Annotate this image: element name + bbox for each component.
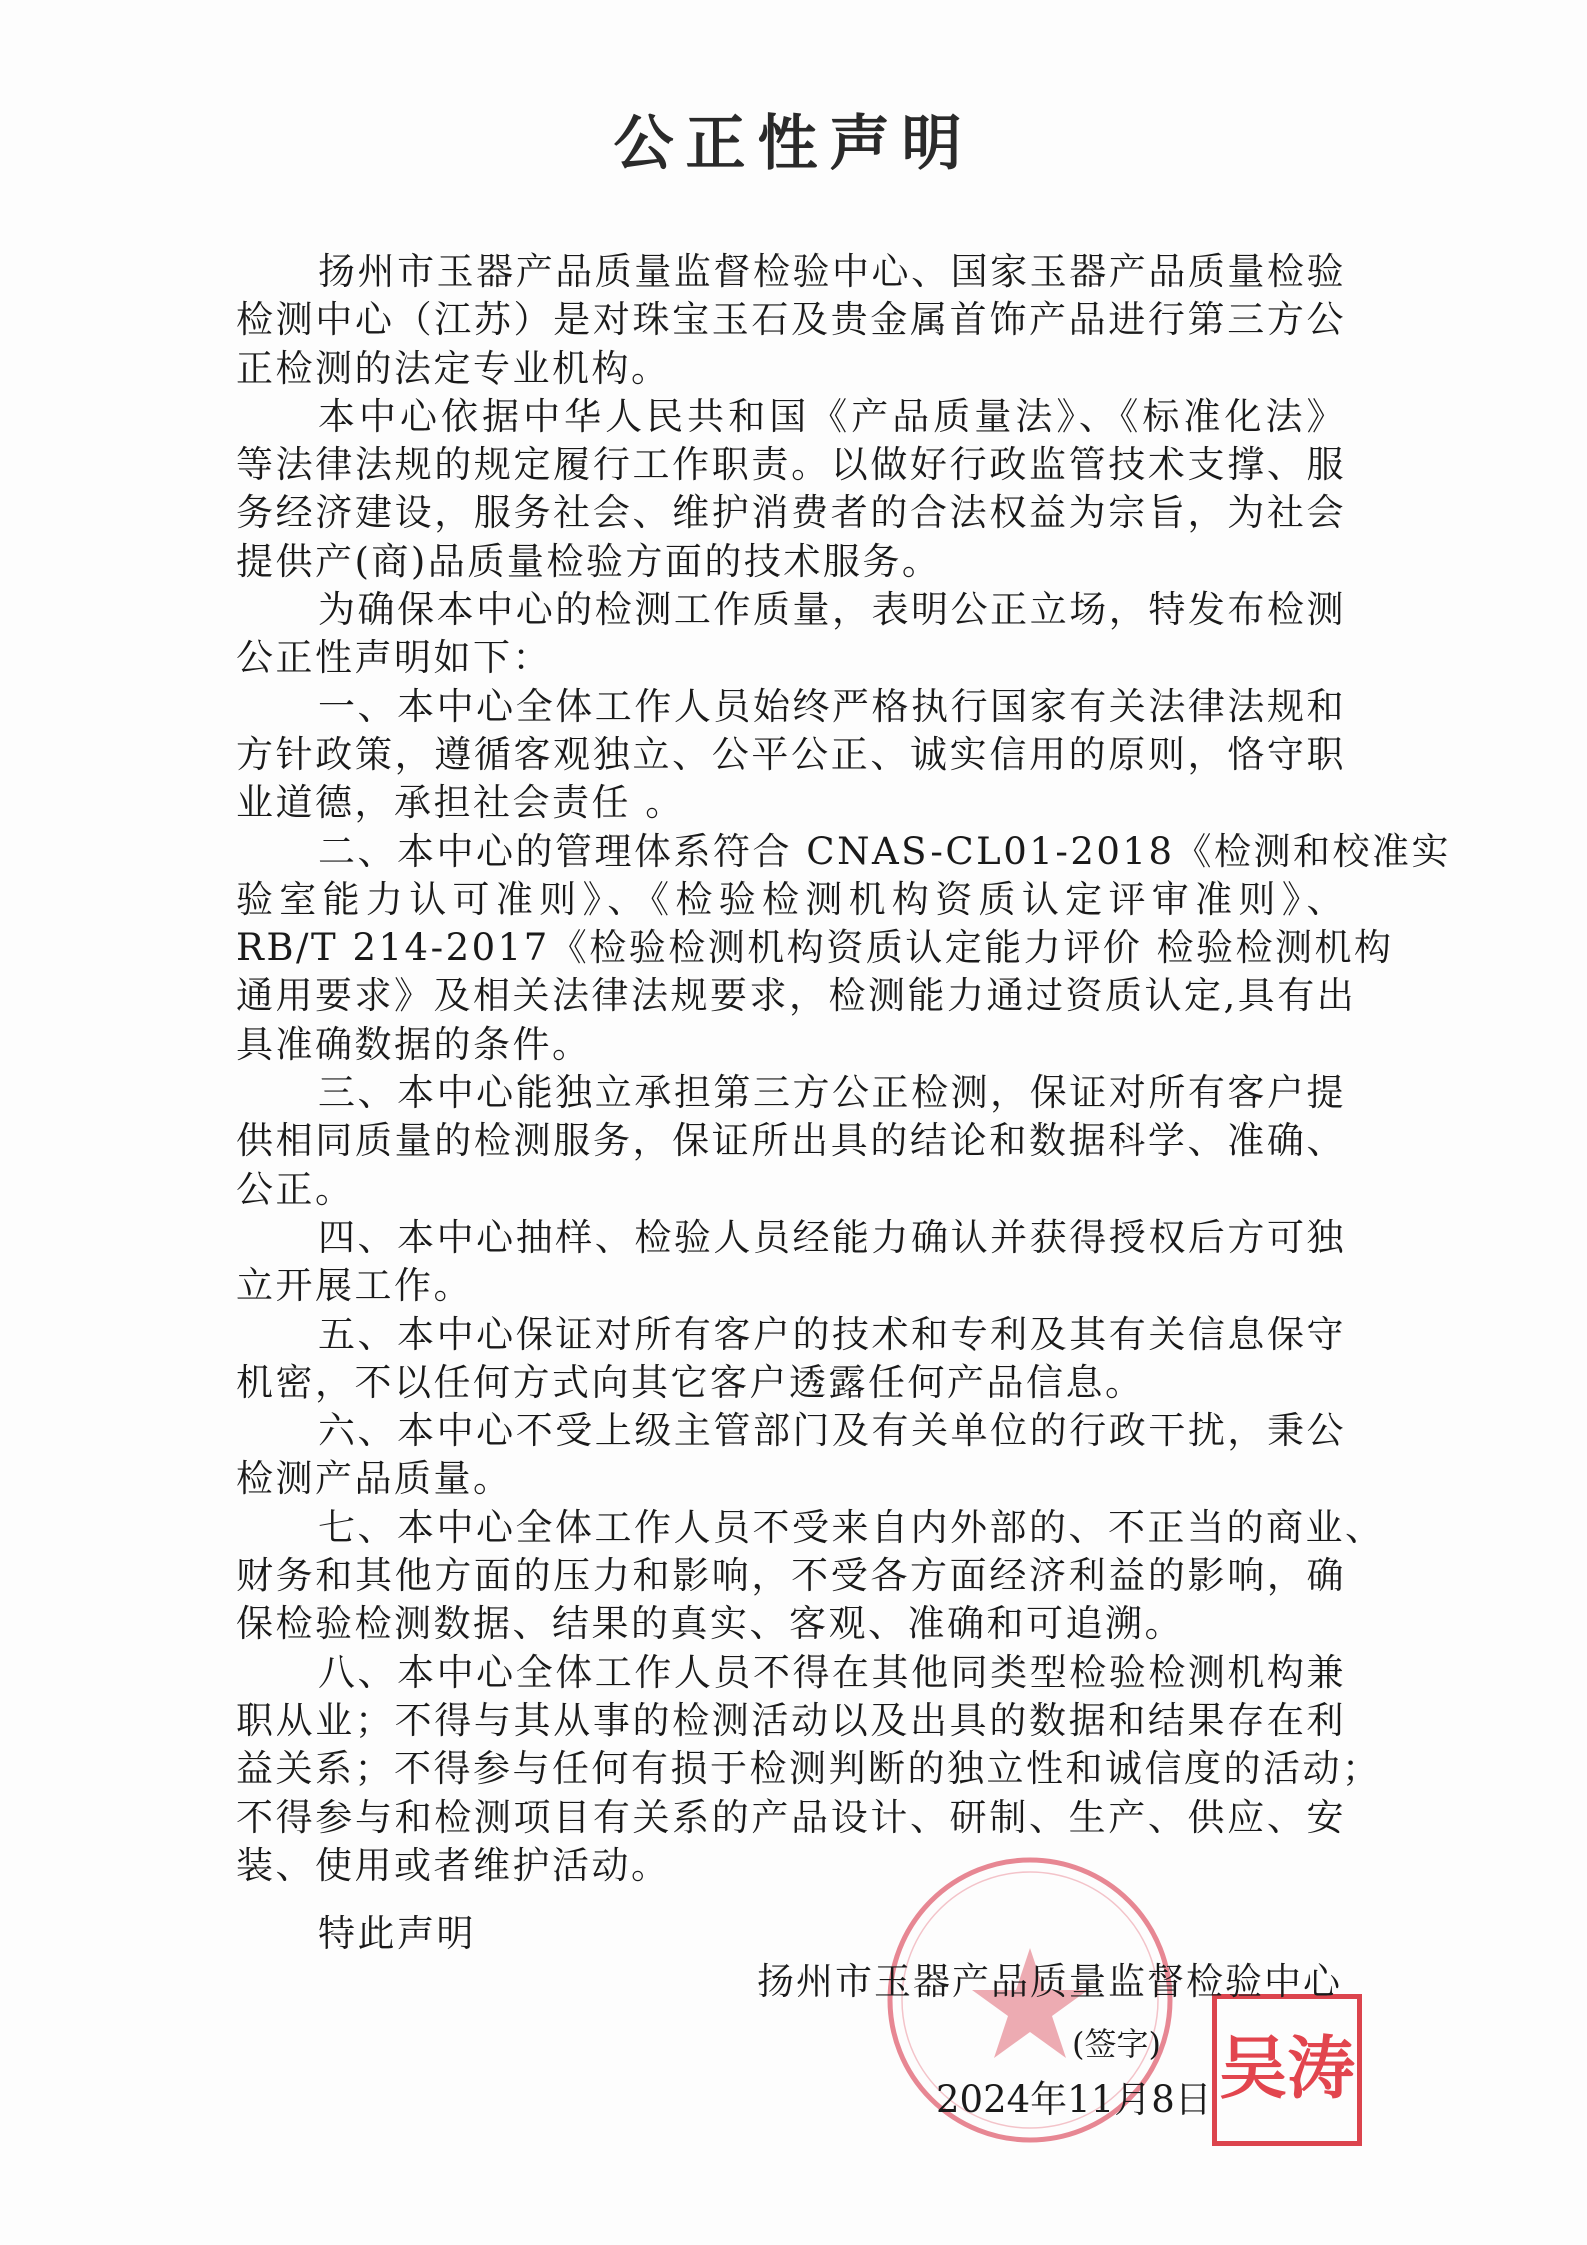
paragraph bbox=[236, 586, 1346, 683]
document-date: 2024年11月8日 bbox=[936, 2078, 1212, 2121]
paragraph-line: 务经济建设，服务社会、维护消费者的合法权益为宗旨，为社会 bbox=[236, 491, 1346, 535]
paragraph-line: 提供产(商)品质量检验方面的技术服务。 bbox=[236, 539, 942, 583]
paragraph-line: 七、本中心全体工作人员不受来自内外部的、不正当的商业、 bbox=[318, 1505, 1385, 1549]
paragraph-line: 检测产品质量。 bbox=[236, 1457, 513, 1501]
organization-name: 扬州市玉器产品质量监督检验中心 bbox=[757, 1960, 1342, 2003]
paragraph-line: 三、本中心能独立承担第三方公正检测，保证对所有客户提 bbox=[318, 1071, 1346, 1115]
paragraph-line: 财务和其他方面的压力和影响，不受各方面经济利益的影响，确 bbox=[236, 1554, 1346, 1598]
paragraph bbox=[236, 828, 1451, 1069]
paragraph bbox=[236, 1504, 1385, 1649]
paragraph-line: 业道德，承担社会责任 。 bbox=[236, 781, 685, 825]
paragraph-line: 一、本中心全体工作人员始终严格执行国家有关法律法规和 bbox=[318, 684, 1346, 728]
paragraph-line: 供相同质量的检测服务，保证所出具的结论和数据科学、准确、 bbox=[236, 1119, 1346, 1163]
paragraph-line: 机密，不以任何方式向其它客户透露任何产品信息。 bbox=[236, 1360, 1145, 1404]
document-title: 公正性声明 bbox=[613, 109, 974, 179]
paragraph-line: 立开展工作。 bbox=[236, 1264, 473, 1308]
paragraph-line: 装、使用或者维护活动。 bbox=[236, 1843, 671, 1887]
document-body bbox=[236, 248, 1451, 1890]
paragraph-line: 为确保本中心的检测工作质量，表明公正立场，特发布检测 bbox=[318, 588, 1346, 632]
paragraph bbox=[236, 1407, 1346, 1504]
paragraph-line: 扬州市玉器产品质量监督检验中心、国家玉器产品质量检验 bbox=[318, 250, 1346, 293]
paragraph-line: 方针政策，遵循客观独立、公平公正、诚实信用的原则，恪守职 bbox=[236, 732, 1346, 776]
paragraph-line: 益关系；不得参与任何有损于检测判断的独立性和诚信度的活动； bbox=[236, 1747, 1382, 1791]
paragraph-line: 二、本中心的管理体系符合 CNAS-CL01-2018《检测和校准实 bbox=[318, 829, 1451, 873]
paragraph-line: RB/T 214-2017《检验检测机构资质认定能力评价 检验检测机构 bbox=[236, 926, 1394, 970]
paragraph bbox=[236, 1311, 1346, 1408]
paragraph bbox=[236, 248, 1346, 393]
paragraph-line: 正检测的法定专业机构。 bbox=[236, 346, 671, 390]
paragraph-line: 等法律法规的规定履行工作职责。以做好行政监管技术支撑、服 bbox=[236, 443, 1346, 487]
paragraph-line: 公正。 bbox=[236, 1167, 355, 1211]
paragraph-line: 不得参与和检测项目有关系的产品设计、研制、生产、供应、安 bbox=[236, 1795, 1346, 1839]
paragraph bbox=[236, 1069, 1346, 1214]
paragraph bbox=[236, 393, 1346, 586]
signature-label: (签字) bbox=[1072, 2025, 1161, 2063]
paragraph-line: 四、本中心抽样、检验人员经能力确认并获得授权后方可独 bbox=[318, 1215, 1346, 1259]
paragraph-line: 八、本中心全体工作人员不得在其他同类型检验检测机构兼 bbox=[318, 1650, 1346, 1694]
paragraph-line: 验室能力认可准则》、《检验检测机构资质认定评审准则》、 bbox=[236, 877, 1346, 921]
paragraph-line: 具准确数据的条件。 bbox=[236, 1022, 592, 1066]
paragraph-line: 五、本中心保证对所有客户的技术和专利及其有关信息保守 bbox=[318, 1312, 1346, 1356]
closing-statement: 特此声明 bbox=[318, 1912, 476, 1955]
paragraph-line: 保检验检测数据、结果的真实、客观、准确和可追溯。 bbox=[236, 1602, 1184, 1646]
paragraph-line: 职从业；不得与其从事的检测活动以及出具的数据和结果存在利 bbox=[236, 1698, 1346, 1742]
paragraph-line: 通用要求》及相关法律法规要求，检测能力通过资质认定,具有出 bbox=[236, 974, 1357, 1018]
name-stamp-text: 吴涛 bbox=[1218, 2030, 1355, 2109]
signature-name-stamp bbox=[1212, 1994, 1362, 2146]
paragraph-line: 本中心依据中华人民共和国《产品质量法》、《标准化法》 bbox=[318, 394, 1346, 438]
paragraph-line: 六、本中心不受上级主管部门及有关单位的行政干扰，秉公 bbox=[318, 1409, 1346, 1453]
paragraph-line: 公正性声明如下： bbox=[236, 636, 552, 680]
paragraph bbox=[236, 1214, 1346, 1311]
paragraph-line: 检测中心（江苏）是对珠宝玉石及贵金属首饰产品进行第三方公 bbox=[236, 298, 1346, 342]
paragraph bbox=[236, 683, 1346, 828]
